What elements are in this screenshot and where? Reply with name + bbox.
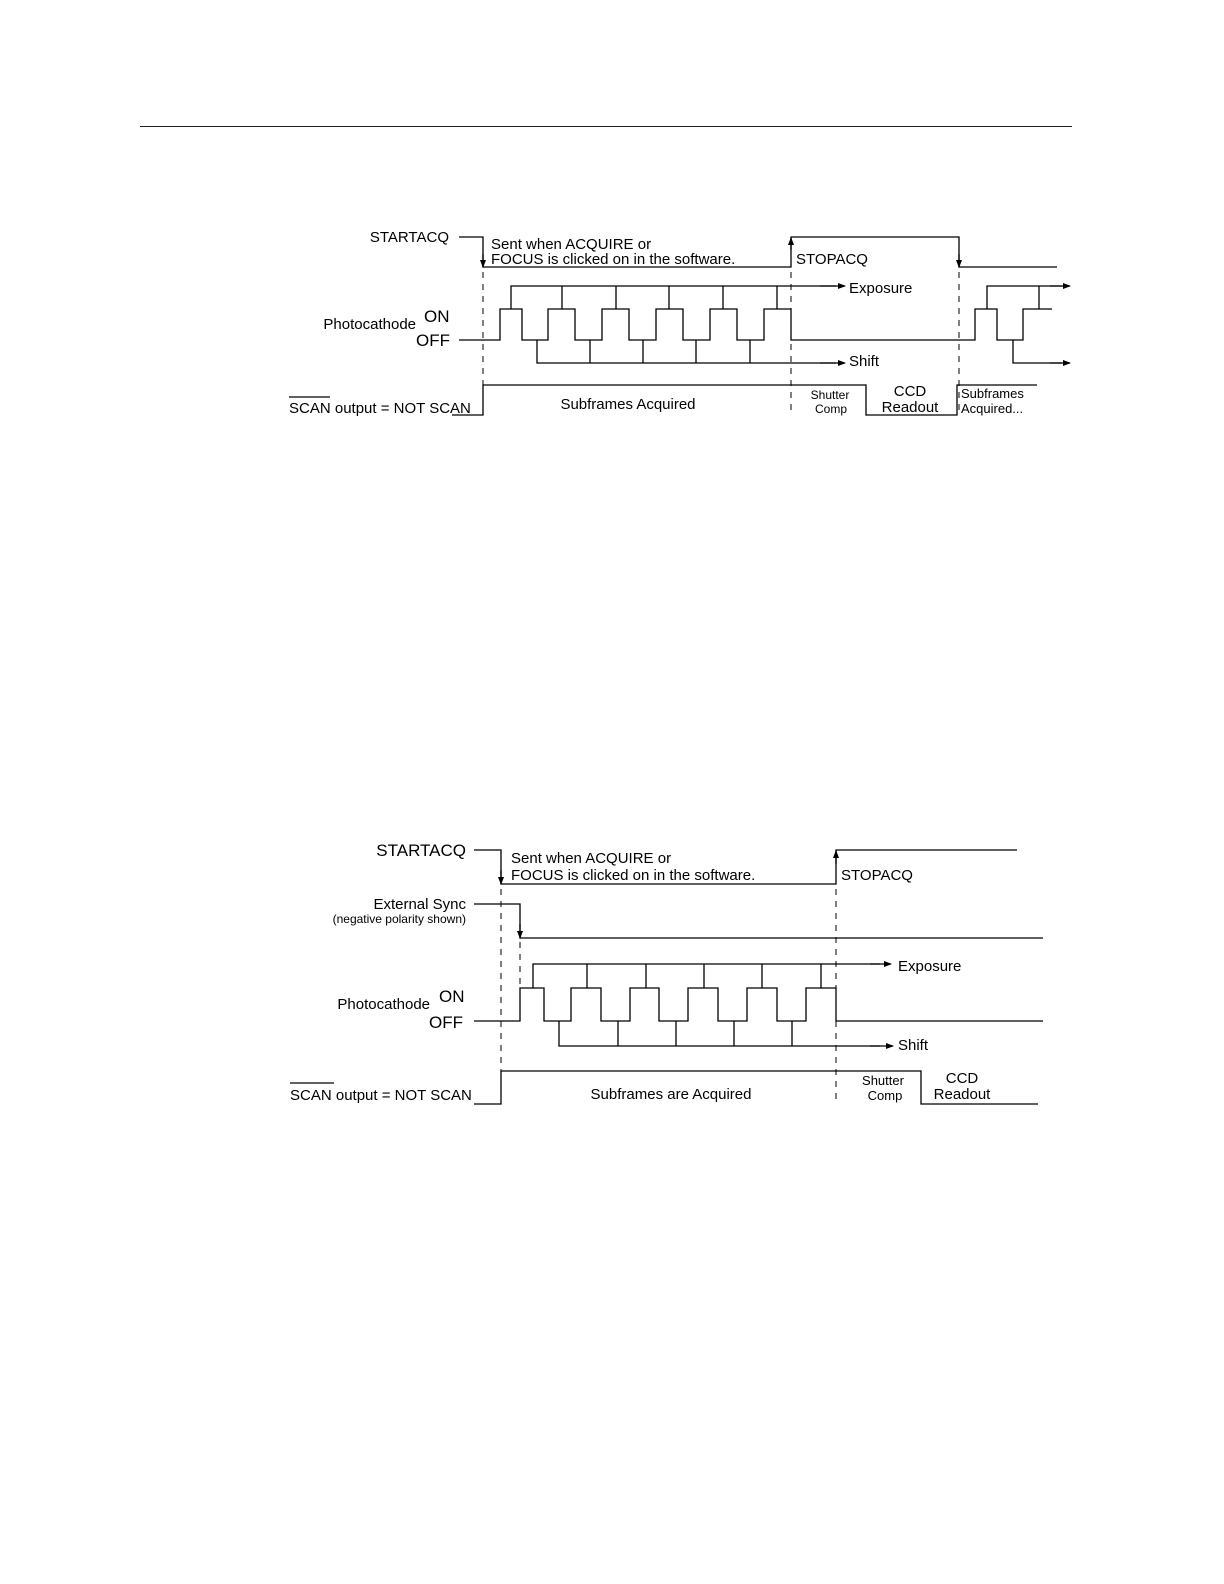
shift-bus-2 [559, 1021, 880, 1046]
subframes-label-2: Subframes are Acquired [590, 1086, 752, 1103]
comp-label-2: Comp [867, 1088, 903, 1103]
off-label-1: OFF [416, 331, 450, 350]
ccd-label-1: CCD [893, 383, 927, 400]
shutter-label-2: Shutter [862, 1073, 904, 1088]
shift-label-1: Shift [849, 353, 880, 370]
subframes2-line1-1: Subframes [961, 386, 1024, 401]
readout-label-2: Readout [933, 1086, 991, 1103]
sent-note-line2-1: FOCUS is clicked on in the software. [491, 251, 736, 268]
scan-label-rest-1: output = NOT SCAN [330, 400, 471, 417]
off-label-2: OFF [429, 1013, 463, 1032]
photocathode-label-2: Photocathode [337, 996, 430, 1013]
sent-note-line1-1: Sent when ACQUIRE or [491, 236, 652, 253]
on-label-1: ON [424, 307, 450, 326]
external-sync-signal-2 [474, 904, 1043, 938]
comp-label-1: Comp [814, 402, 848, 416]
timing-diagram-external-sync [290, 841, 1043, 1104]
scan-label-overbar-2: SCAN [290, 1087, 332, 1104]
subframes2-line2-1: Acquired... [961, 401, 1024, 416]
exposure-bus-1b [987, 286, 1062, 309]
startacq-label-2: STARTACQ [376, 841, 466, 860]
scan-output-label-2 [290, 1087, 472, 1104]
exposure-bus-2 [533, 964, 880, 988]
subframes-label-1: Subframes Acquired [560, 396, 696, 413]
scan-output-signal-1 [452, 385, 1037, 415]
photocathode-label-1: Photocathode [323, 316, 416, 333]
scan-output-label-1 [289, 400, 471, 417]
startacq-label-1: STARTACQ [369, 229, 449, 246]
shift-bus-1b [1013, 340, 1062, 363]
exposure-label-2: Exposure [898, 958, 962, 975]
scan-label-rest-2: output = NOT SCAN [331, 1087, 472, 1104]
stopacq-label-1: STOPACQ [796, 251, 868, 268]
timing-diagram-free-run [289, 229, 1070, 417]
exposure-bus-1 [511, 286, 836, 309]
scan-label-overbar-1: SCAN [289, 400, 331, 417]
external-sync-label-2: External Sync [373, 896, 466, 913]
stopacq-label-2: STOPACQ [841, 867, 913, 884]
readout-label-1: Readout [881, 399, 939, 416]
ccd-label-2: CCD [945, 1070, 979, 1087]
photocathode-signal-1 [459, 309, 1052, 340]
photocathode-signal-2 [474, 988, 1043, 1021]
sent-note-line2-2: FOCUS is clicked on in the software. [511, 867, 756, 884]
external-sync-note-2: (negative polarity shown) [332, 912, 466, 926]
exposure-label-1: Exposure [849, 280, 913, 297]
shift-label-2: Shift [898, 1037, 929, 1054]
shutter-label-1: Shutter [810, 388, 850, 402]
on-label-2: ON [439, 987, 465, 1006]
sent-note-line1-2: Sent when ACQUIRE or [511, 850, 672, 867]
